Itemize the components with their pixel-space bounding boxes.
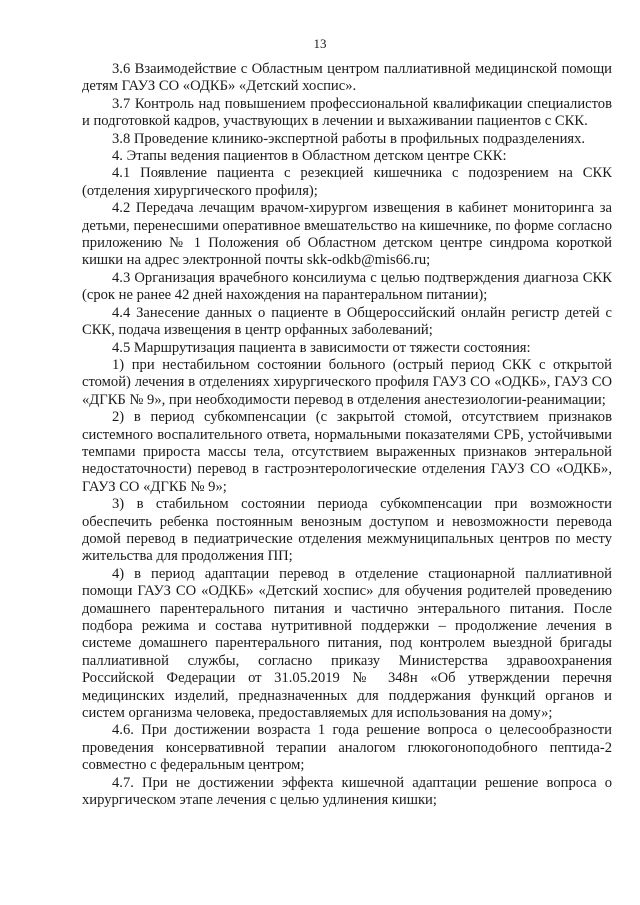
paragraph-4-3: 4.3 Организация врачебного консилиума с целью подтверждения диагноза СКК (срок не ранее 42 дней нахождения на парантеральном питании);: [82, 269, 612, 304]
routing-item-1: 1) при нестабильном состоянии больного (острый период СКК с открытой стомой) лечения в отделениях хирургического профиля ГАУЗ СО «ОДКБ», ГАУЗ СО «ДГКБ № 9», при необходимости перевод в отделения анестезиологии-реанимации;: [82, 356, 612, 408]
paragraph-3-6: 3.6 Взаимодействие с Областным центром паллиативной медицинской помощи детям ГАУЗ СО «ОДКБ» «Детский хоспис».: [82, 61, 612, 95]
document-body: [82, 61, 612, 809]
routing-item-4: 4) в период адаптации перевод в отделение стационарной паллиативной помощи ГАУЗ СО «ОДКБ» «Детский хоспис» для обучения родителей проведению домашнего парентерального питания и частично энтерального питания. После подбора режима и состава нутритивной поддержки – продолжение лечения в системе домашнего парентерального питания, под контролем выездной бригады паллиативной службы, согласно приказу Министерства здравоохранения Российской Федерации от 31.05.2019 № 348н «Об утверждении перечня медицинских изделий, предназначенных для поддержания функций органов и систем организма человека, предоставляемых для использования на дому»;: [82, 565, 612, 722]
routing-item-2: 2) в период субкомпенсации (с закрытой стомой, отсутствием признаков системного воспалительного ответа, нормальными показателями СРБ, устойчивыми темпами прироста массы тела, отсутствием выраженных признаков энтеральной недостаточности) перевод в гастроэнтерологические отделения ГАУЗ СО «ОДКБ», ГАУЗ СО «ДГКБ № 9»;: [82, 409, 612, 495]
routing-item-3: 3) в стабильном состоянии периода субкомпенсации при возможности обеспечить ребенка постоянным венозным доступом и невозможности перевода домой перевод в педиатрические отделения межмуниципальных центров по месту жительства для продолжения ПП;: [82, 496, 612, 565]
paragraph-4-7: 4.7. При не достижении эффекта кишечной адаптации решение вопроса о хирургическом этапе лечения с целью удлинения кишки;: [82, 774, 612, 809]
paragraph-4-2: 4.2 Передача лечащим врачом-хирургом извещения в кабинет мониторинга за детьми, перенесшими оперативное вмешательство на кишечнике, по форме согласно приложению № 1 Положения об Областном детском центре синдрома короткой кишки на адрес электронной почты skk-odkb@mis66.ru;: [82, 200, 612, 269]
paragraph-3-7: 3.7 Контроль над повышением профессиональной квалификации специалистов и подготовкой кадров, участвующих в лечении и выхаживании пациентов с СКК.: [82, 95, 612, 130]
paragraph-4-5: 4.5 Маршрутизация пациента в зависимости от тяжести состояния:: [112, 339, 531, 356]
section-4-heading: 4. Этапы ведения пациентов в Областном детском центре СКК:: [112, 148, 507, 165]
page-number: 13: [313, 36, 327, 51]
paragraph-4-6: 4.6. При достижении возраста 1 года решение вопроса о целесообразности проведения консервативной терапии аналогом глюкогоноподобного пептида-2 совместно с федеральным центром;: [82, 722, 612, 774]
paragraph-3-8: 3.8 Проведение клинико-экспертной работы в профильных подразделениях.: [112, 130, 586, 147]
paragraph-4-1: 4.1 Появление пациента с резекцией кишечника с подозрением на СКК (отделения хирургического профиля);: [82, 165, 612, 199]
paragraph-4-4: 4.4 Занесение данных о пациенте в Общероссийский онлайн регистр детей с СКК, подача извещения в центр орфанных заболеваний;: [82, 304, 612, 339]
